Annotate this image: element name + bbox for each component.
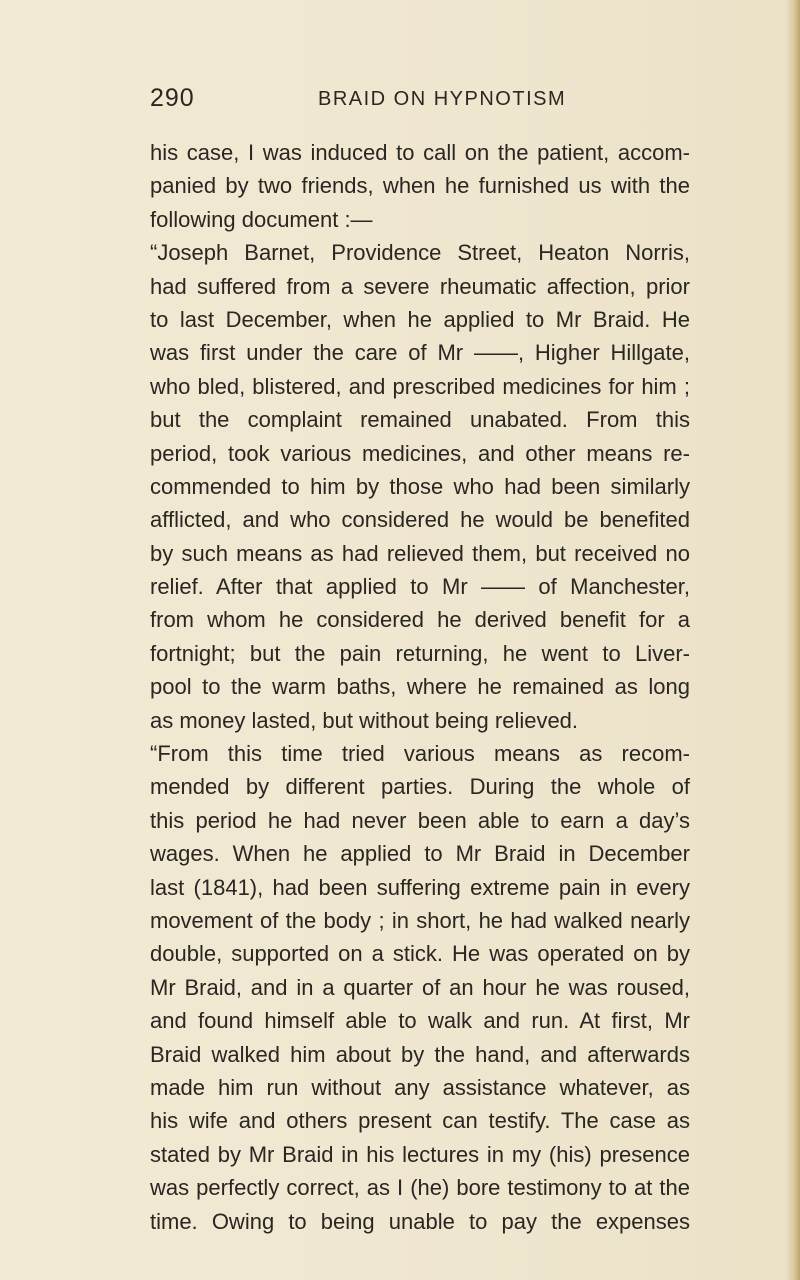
text-line: last (1841), had been suffering extreme pain in every [150, 874, 690, 900]
text-line: time. Owing to being unable to pay the expenses [150, 1208, 690, 1234]
text-line: this period he had never been able to earn a day’s [150, 807, 690, 833]
text-line: afflicted, and who considered he would be benefited [150, 507, 690, 533]
text-line: as money lasted, but without being relieved. [150, 707, 579, 733]
text-line: who bled, blistered, and prescribed medicines for him ; [150, 373, 690, 399]
text-line: following document :— [150, 206, 373, 232]
body-text [150, 136, 690, 1238]
page-number: 290 [150, 84, 195, 112]
text-line: was perfectly correct, as I (he) bore testimony to at the [150, 1175, 690, 1201]
text-line: had suffered from a severe rheumatic affection, prior [150, 273, 690, 299]
text-line: pool to the warm baths, where he remained as long [150, 674, 690, 700]
text-line: Mr Braid, and in a quarter of an hour he was roused, [150, 974, 690, 1000]
text-line: panied by two friends, when he furnished us with the [150, 173, 690, 199]
text-line: made him run without any assistance whatever, as [150, 1074, 690, 1100]
running-head: BRAID ON HYPNOTISM [318, 88, 567, 110]
text-line: his wife and others present can testify. The case as [150, 1108, 690, 1134]
text-line: to last December, when he applied to Mr Braid. He [150, 306, 690, 332]
text-line: by such means as had relieved them, but received no [150, 540, 690, 566]
text-line: movement of the body ; in short, he had walked nearly [150, 907, 690, 933]
text-line: and found himself able to walk and run. At first, Mr [150, 1008, 690, 1034]
page-edge-shadow [786, 0, 800, 1280]
text-line: mended by different parties. During the whole of [150, 774, 690, 800]
text-line: fortnight; but the pain returning, he went to Liver- [150, 640, 690, 666]
text-line: wages. When he applied to Mr Braid in December [150, 841, 690, 867]
text-line: from whom he considered he derived benefit for a [150, 607, 690, 633]
text-line: Braid walked him about by the hand, and afterwards [150, 1041, 690, 1067]
text-line: but the complaint remained unabated. From this [150, 407, 690, 433]
page-header [150, 84, 690, 120]
text-line: stated by Mr Braid in his lectures in my (his) presence [150, 1141, 690, 1167]
text-line: commended to him by those who had been similarly [150, 473, 690, 499]
text-line: “Joseph Barnet, Providence Street, Heaton Norris, [150, 240, 690, 266]
text-line: his case, I was induced to call on the patient, accom- [150, 140, 690, 165]
text-line: double, supported on a stick. He was operated on by [150, 941, 690, 967]
text-line: relief. After that applied to Mr —— of Manchester, [150, 574, 690, 600]
text-line: “From this time tried various means as recom- [150, 741, 690, 767]
text-line: was first under the care of Mr ——, Higher Hillgate, [150, 340, 690, 366]
text-line: period, took various medicines, and other means re- [150, 440, 690, 466]
